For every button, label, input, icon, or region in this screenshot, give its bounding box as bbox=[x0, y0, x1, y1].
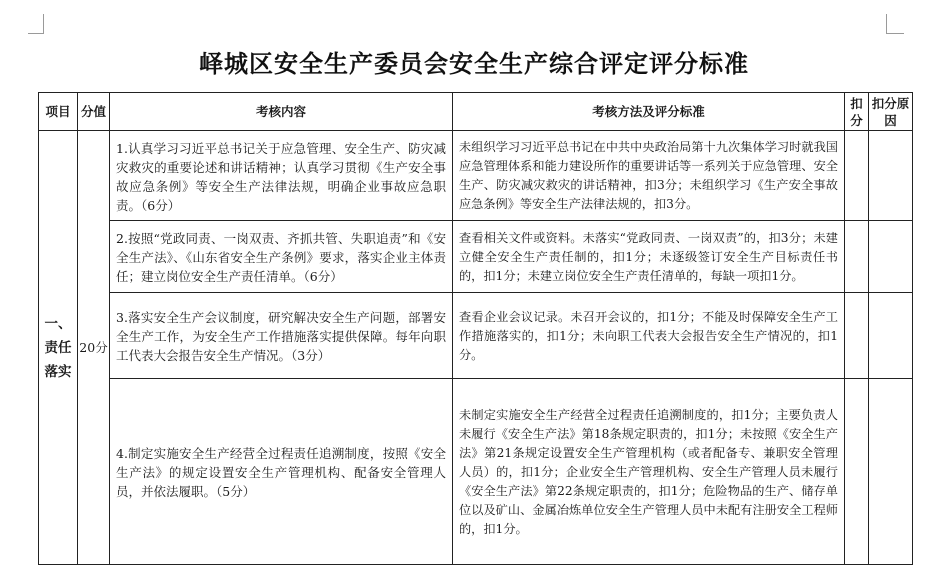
header-row bbox=[39, 93, 913, 131]
table-row bbox=[39, 221, 913, 293]
deduct-cell[interactable] bbox=[845, 293, 869, 379]
header-deduct: 扣分 bbox=[845, 93, 869, 131]
header-score: 分值 bbox=[78, 93, 110, 131]
header-reason: 扣分原因 bbox=[869, 93, 913, 131]
reason-cell[interactable] bbox=[869, 293, 913, 379]
method-cell: 查看相关文件或资料。未落实“党政同责、一岗双责”的，扣3分；未建立健全安全生产责任制的，扣1分；未逐级签订安全生产目标责任书的，扣1分；未建立岗位安全生产责任清单的，每缺一项扣1分。 bbox=[453, 221, 845, 293]
scoring-table bbox=[38, 92, 913, 565]
reason-cell[interactable] bbox=[869, 379, 913, 565]
deduct-cell[interactable] bbox=[845, 131, 869, 221]
section-project-cell: 一、责任落实 bbox=[39, 131, 78, 565]
method-cell: 未组织学习习近平总书记在中共中央政治局第十九次集体学习时就我国应急管理体系和能力建设所作的重要讲话等一系列关于应急管理、安全生产、防灾减灾救灾的讲话精神，扣3分；未组织学习《生产安全事故应急条例》等安全生产法律法规的，扣3分。 bbox=[453, 131, 845, 221]
deduct-cell[interactable] bbox=[845, 221, 869, 293]
crop-mark-top-right bbox=[886, 14, 904, 34]
table-row bbox=[39, 379, 913, 565]
reason-cell[interactable] bbox=[869, 131, 913, 221]
method-cell: 未制定实施安全生产经营全过程责任追溯制度的，扣1分；主要负责人未履行《安全生产法》第18条规定职责的，扣1分；未按照《安全生产法》第21条规定设置安全生产管理机构（或者配备专、兼职安全管理人员）的，扣1分；企业安全生产管理机构、安全生产管理人员未履行《安全生产法》第22条规定职责的，扣1分；危险物品的生产、储存单位以及矿山、金属冶炼单位安全生产管理人员中未配有注册安全工程师的，扣1分。 bbox=[453, 379, 845, 565]
content-cell: 1.认真学习习近平总书记关于应急管理、安全生产、防灾减灾救灾的重要论述和讲话精神；认真学习贯彻《生产安全事故应急条例》等安全生产法律法规，明确企业事故应急职责。（6分） bbox=[110, 131, 453, 221]
deduct-cell[interactable] bbox=[845, 379, 869, 565]
document-title: 峄城区安全生产委员会安全生产综合评定评分标准 bbox=[199, 50, 749, 78]
crop-mark-top-left bbox=[28, 14, 44, 34]
reason-cell[interactable] bbox=[869, 221, 913, 293]
content-cell: 3.落实安全生产会议制度，研究解决安全生产问题，部署安全生产工作，为安全生产工作措施落实提供保障。每年向职工代表大会报告安全生产情况。（3分） bbox=[110, 293, 453, 379]
section-score-cell: 20分 bbox=[78, 131, 110, 565]
table-row bbox=[39, 131, 913, 221]
content-cell: 2.按照“党政同责、一岗双责、齐抓共管、失职追责”和《安全生产法》、《山东省安全生产条例》要求，落实企业主体责任；建立岗位安全生产责任清单。（6分） bbox=[110, 221, 453, 293]
header-content: 考核内容 bbox=[110, 93, 453, 131]
header-project: 项目 bbox=[39, 93, 78, 131]
content-cell: 4.制定实施安全生产经营全过程责任追溯制度，按照《安全生产法》的规定设置安全生产管理机构、配备安全管理人员，并依法履职。（5分） bbox=[110, 379, 453, 565]
method-cell: 查看企业会议记录。未召开会议的，扣1分；不能及时保障安全生产工作措施落实的，扣1分；未向职工代表大会报告安全生产情况的，扣1分。 bbox=[453, 293, 845, 379]
header-method: 考核方法及评分标准 bbox=[453, 93, 845, 131]
table-row bbox=[39, 293, 913, 379]
